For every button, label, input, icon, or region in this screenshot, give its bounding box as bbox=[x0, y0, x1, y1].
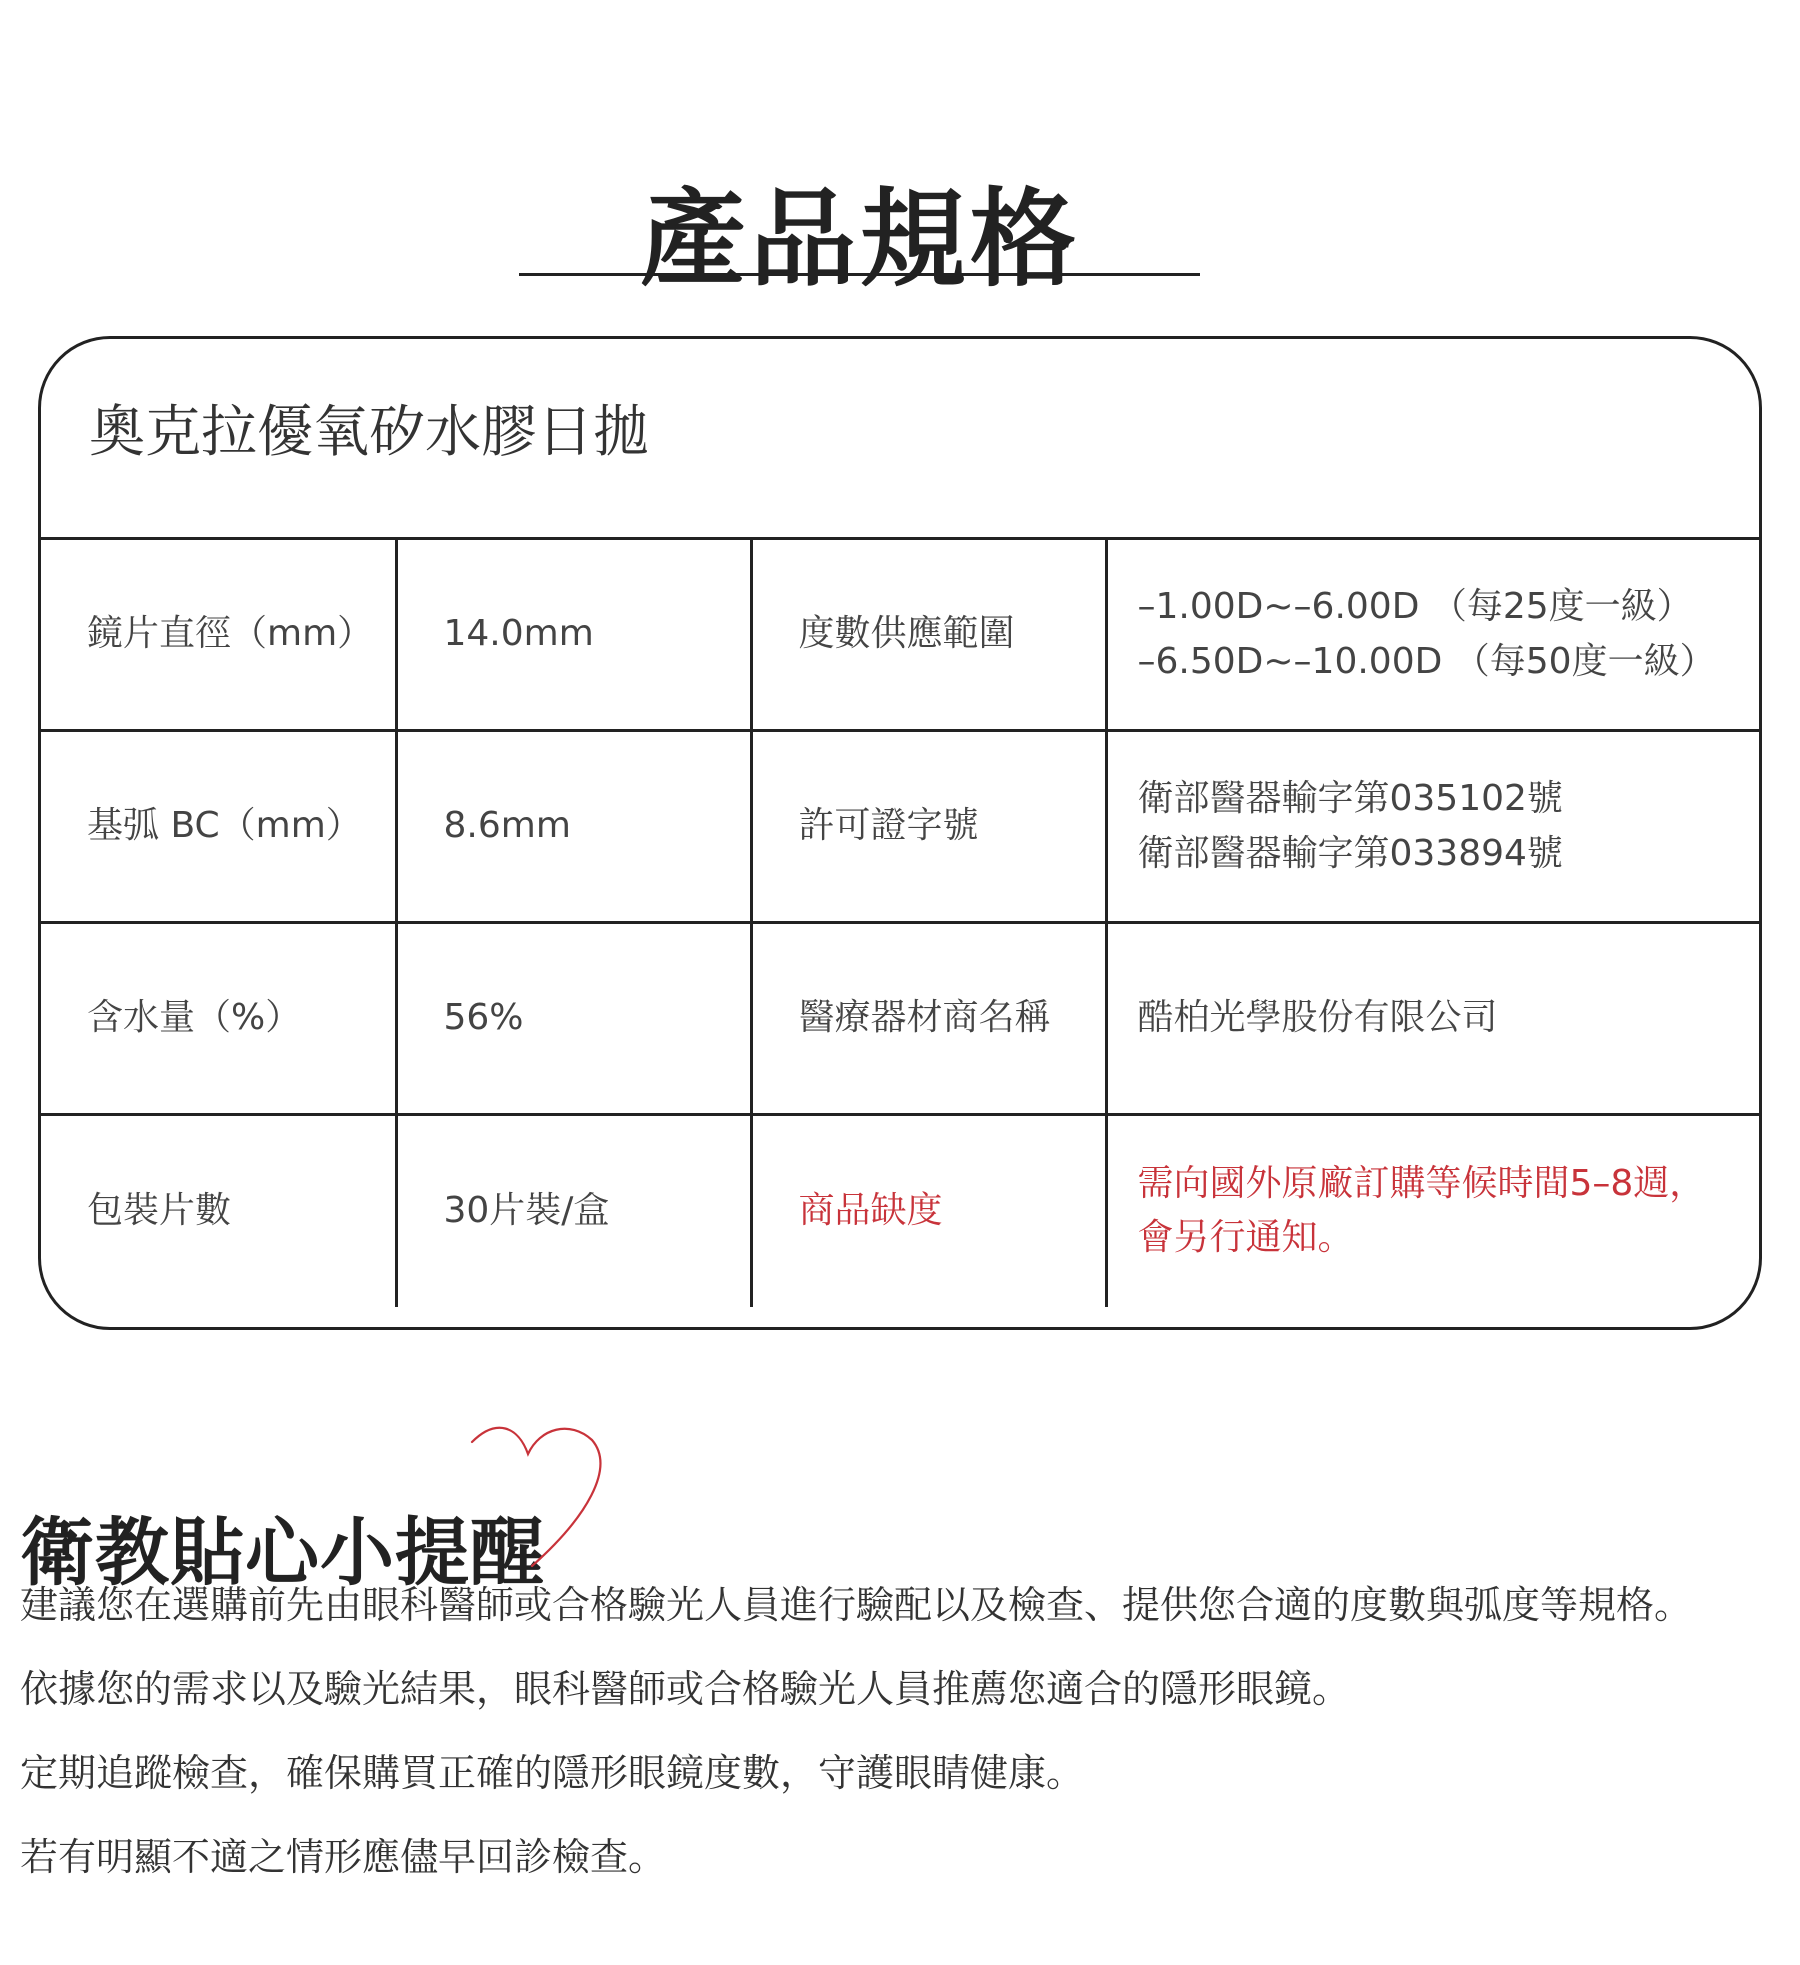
spec-label: 含水量（%） bbox=[41, 923, 396, 1115]
product-name: 奧克拉優氧矽水膠日拋 bbox=[89, 400, 649, 465]
power-range-line: –6.50D~–10.00D （每50度一級） bbox=[1137, 640, 1716, 682]
spec-row-package bbox=[41, 1115, 1759, 1307]
spec-label: 基弧 BC（mm） bbox=[41, 731, 396, 923]
spec-value bbox=[1106, 731, 1759, 923]
spec-label: 許可證字號 bbox=[751, 731, 1106, 923]
tip-item: 若有明顯不適之情形應儘早回診檢查。 bbox=[20, 1835, 667, 1879]
spec-table bbox=[41, 537, 1759, 1307]
spec-row-water-content bbox=[41, 923, 1759, 1115]
spec-label-out-of-stock: 商品缺度 bbox=[751, 1115, 1106, 1307]
spec-value bbox=[1106, 923, 1759, 1115]
title-divider bbox=[519, 273, 1200, 276]
tips-heading: 衛教貼心小提醒 bbox=[20, 1510, 545, 1597]
spec-label: 包裝片數 bbox=[41, 1115, 396, 1307]
heart-outline-icon bbox=[466, 1422, 606, 1572]
spec-card bbox=[38, 336, 1762, 1330]
license-number-line: 衛部醫器輸字第033894號 bbox=[1137, 832, 1563, 874]
page-title: 產品規格 bbox=[640, 178, 1080, 302]
spec-value-out-of-stock bbox=[1106, 1115, 1759, 1307]
spec-value bbox=[1106, 539, 1759, 731]
spec-value: 14.0mm bbox=[396, 539, 751, 731]
spec-label: 度數供應範圍 bbox=[751, 539, 1106, 731]
spec-row-base-curve bbox=[41, 731, 1759, 923]
spec-label: 醫療器材商名稱 bbox=[751, 923, 1106, 1115]
spec-row-diameter bbox=[41, 539, 1759, 731]
manufacturer-name: 酷柏光學股份有限公司 bbox=[1137, 997, 1498, 1039]
power-range-line: –1.00D~–6.00D （每25度一級） bbox=[1137, 585, 1693, 627]
out-of-stock-note-line: 會另行通知。 bbox=[1137, 1217, 1354, 1259]
spec-value: 56% bbox=[396, 923, 751, 1115]
tip-item: 建議您在選購前先由眼科醫師或合格驗光人員進行驗配以及檢查、提供您合適的度數與弧度等規格。 bbox=[20, 1583, 1693, 1627]
spec-value: 8.6mm bbox=[396, 731, 751, 923]
spec-value: 30片裝/盒 bbox=[396, 1115, 751, 1307]
tips-list bbox=[20, 1580, 1780, 1916]
license-number-line: 衛部醫器輸字第035102號 bbox=[1137, 777, 1563, 819]
spec-label: 鏡片直徑（mm） bbox=[41, 539, 396, 731]
tip-item: 定期追蹤檢查，確保購買正確的隱形眼鏡度數，守護眼睛健康。 bbox=[20, 1751, 1085, 1795]
tip-item: 依據您的需求以及驗光結果，眼科醫師或合格驗光人員推薦您適合的隱形眼鏡。 bbox=[20, 1667, 1351, 1711]
out-of-stock-note-line: 需向國外原廠訂購等候時間5–8週， bbox=[1137, 1162, 1706, 1204]
